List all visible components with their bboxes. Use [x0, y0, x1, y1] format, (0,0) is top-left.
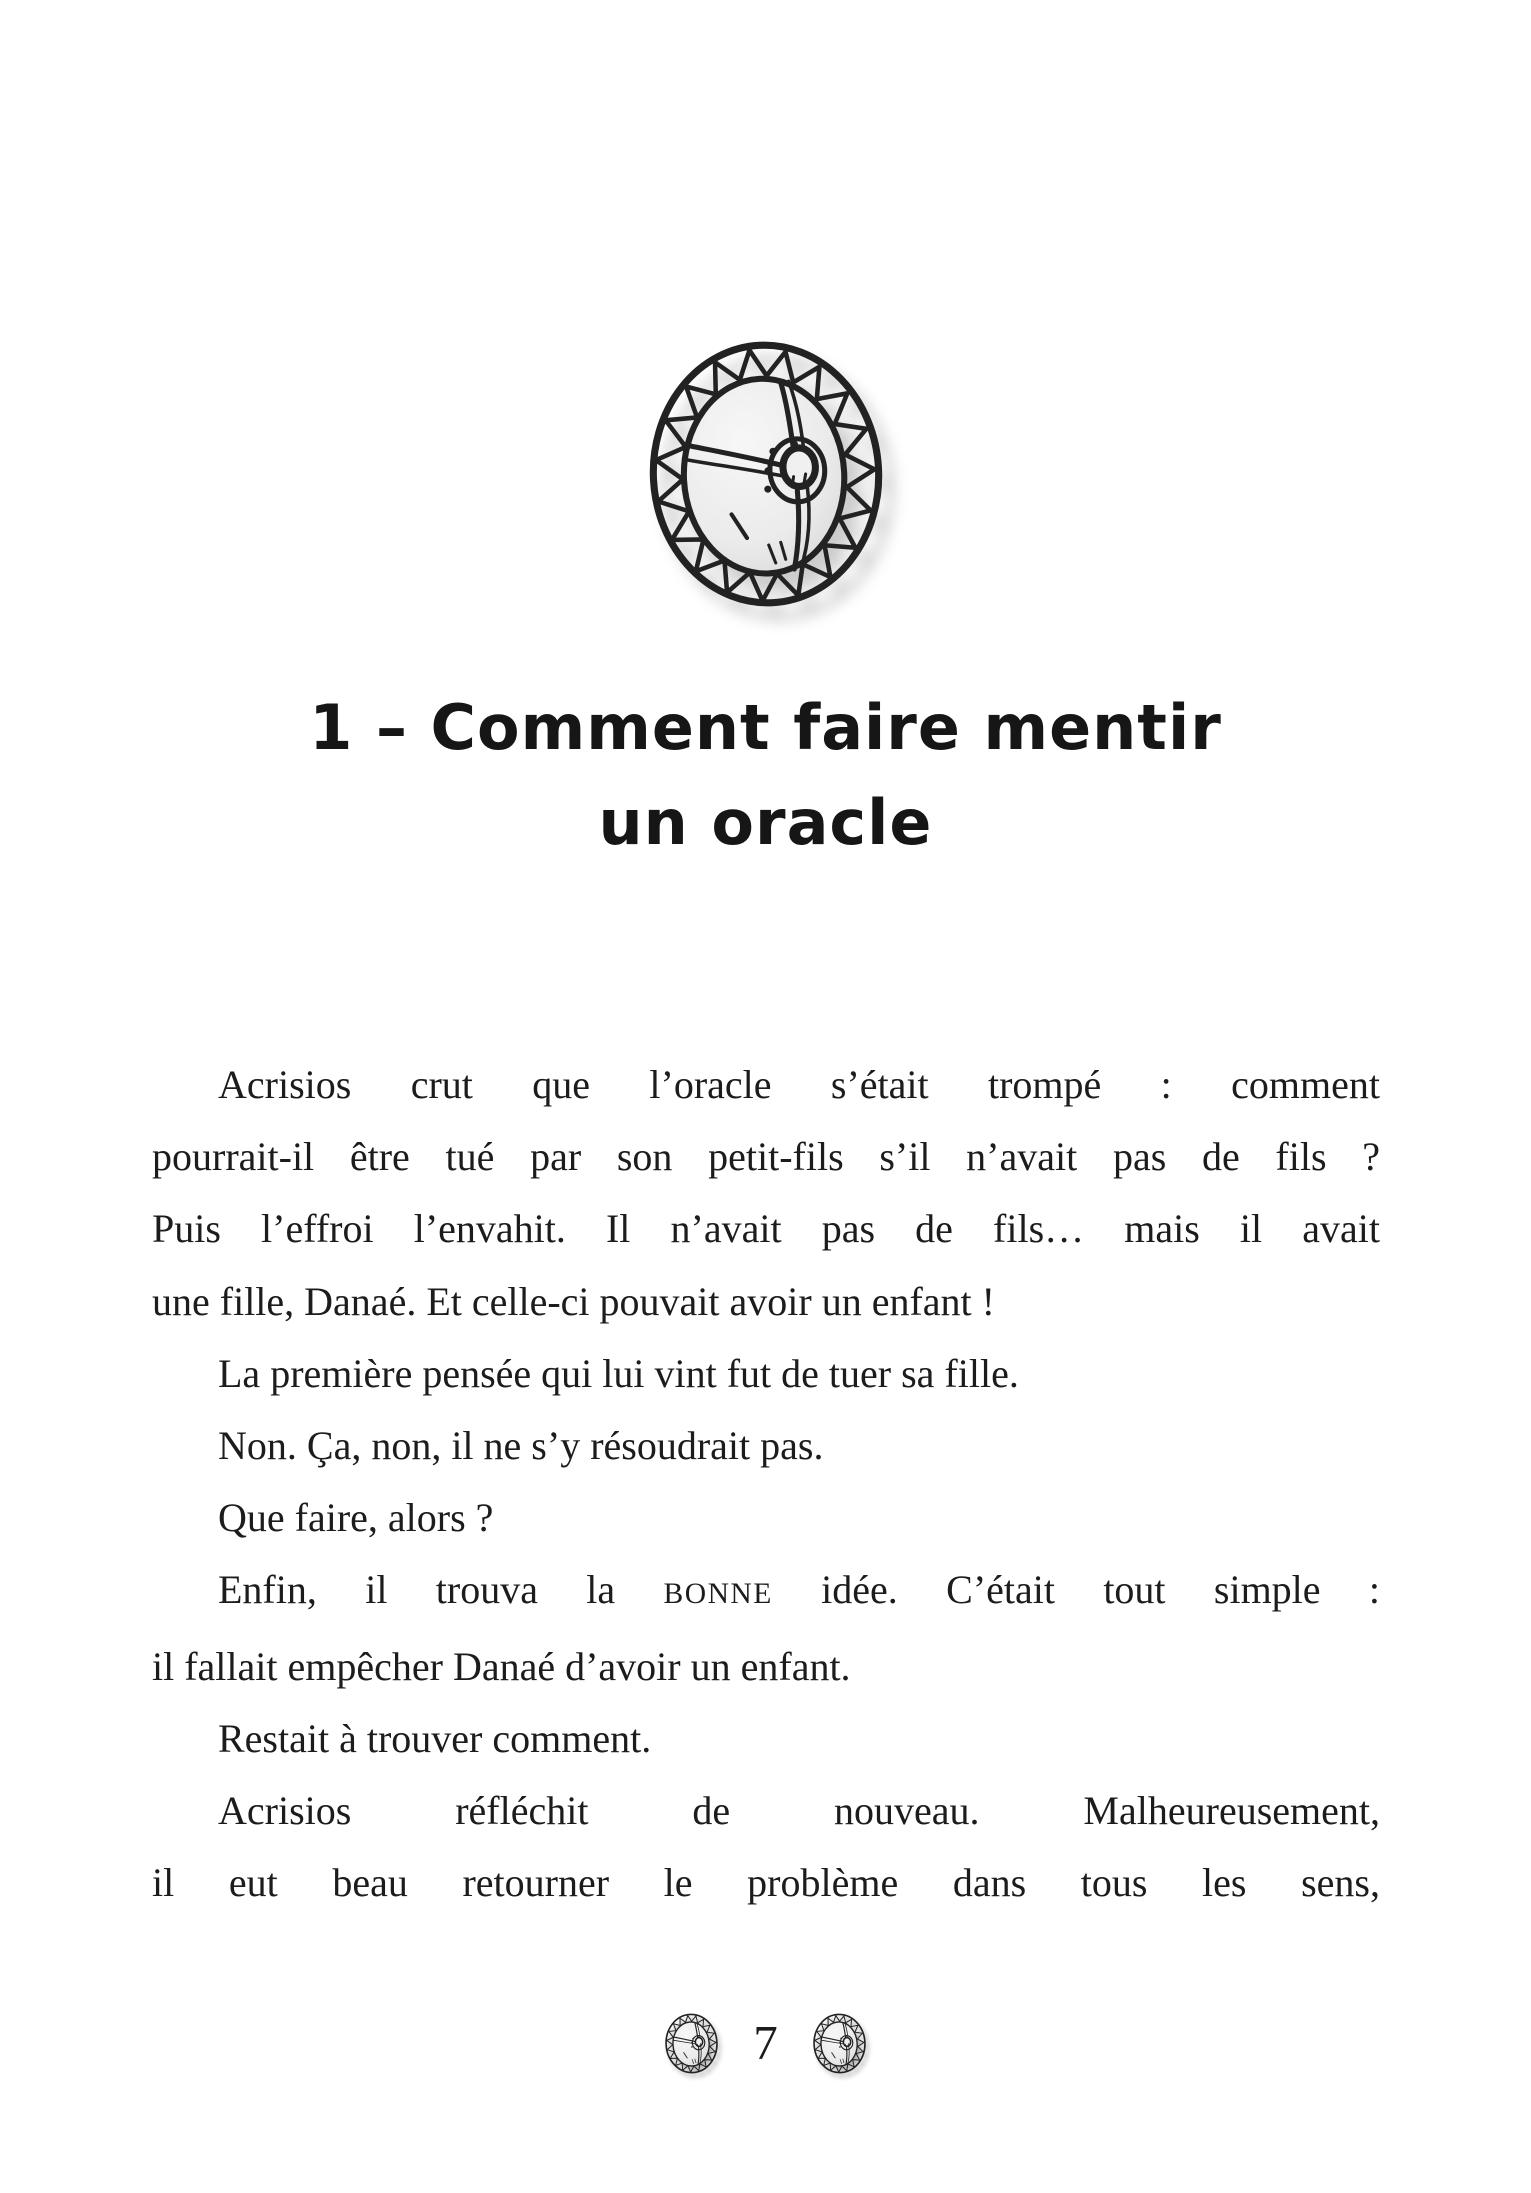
text-line — [152, 1410, 1380, 1482]
paragraph — [152, 1482, 1380, 1554]
text-run: Enfin, il trouva la — [218, 1567, 664, 1613]
chapter-title-line1: 1 – Comment faire mentir — [309, 691, 1222, 764]
text-run: Puis l’effroi l’envahit. Il n’avait pas de fils… mais il avait — [152, 1206, 1380, 1252]
paragraph — [152, 1410, 1380, 1482]
shield-icon — [664, 2012, 719, 2080]
text-run: Restait à trouver comment. — [218, 1715, 652, 1761]
shield-icon — [644, 336, 888, 617]
text-run: pourrait-il être tué par son petit-fils s’il n’avait pas de fils ? — [152, 1134, 1380, 1180]
paragraph — [152, 1049, 1380, 1338]
text-line — [152, 1266, 1380, 1338]
page-number: 7 — [753, 2014, 778, 2070]
paragraph — [152, 1554, 1380, 1702]
text-line — [152, 1554, 1380, 1630]
small-caps-text: BONNE — [663, 1578, 773, 1611]
shield-icon — [812, 2012, 867, 2080]
text-run: La première pensée qui lui vint fut de tuer sa fille. — [218, 1350, 1019, 1396]
text-line — [152, 1847, 1380, 1919]
text-run: idée. C’était tout simple : — [772, 1567, 1380, 1613]
text-line — [152, 1703, 1380, 1775]
text-line — [152, 1121, 1380, 1193]
page-footer — [0, 2012, 1531, 2080]
text-run: Que faire, alors ? — [218, 1495, 494, 1541]
chapter-title — [0, 680, 1531, 870]
body-text — [152, 1049, 1380, 1919]
text-line — [152, 1338, 1380, 1410]
text-run: il fallait empêcher Danaé d’avoir un enfant. — [152, 1643, 851, 1689]
text-run: il eut beau retourner le problème dans tous les sens, — [152, 1860, 1380, 1906]
text-run: Acrisios crut que l’oracle s’était trompé : comment — [218, 1062, 1380, 1107]
text-run: Non. Ça, non, il ne s’y résoudrait pas. — [218, 1423, 824, 1469]
paragraph — [152, 1338, 1380, 1410]
text-run: une fille, Danaé. Et celle-ci pouvait avoir un enfant ! — [152, 1278, 995, 1324]
chapter-illustration — [0, 336, 1531, 617]
text-line — [152, 1049, 1380, 1121]
text-line — [152, 1631, 1380, 1703]
chapter-title-line2: un oracle — [598, 786, 933, 859]
text-run: Acrisios réfléchit de nouveau. Malheureusement, — [218, 1788, 1380, 1834]
paragraph — [152, 1703, 1380, 1775]
text-line — [152, 1775, 1380, 1847]
text-line — [152, 1482, 1380, 1554]
text-line — [152, 1193, 1380, 1265]
paragraph — [152, 1775, 1380, 1919]
